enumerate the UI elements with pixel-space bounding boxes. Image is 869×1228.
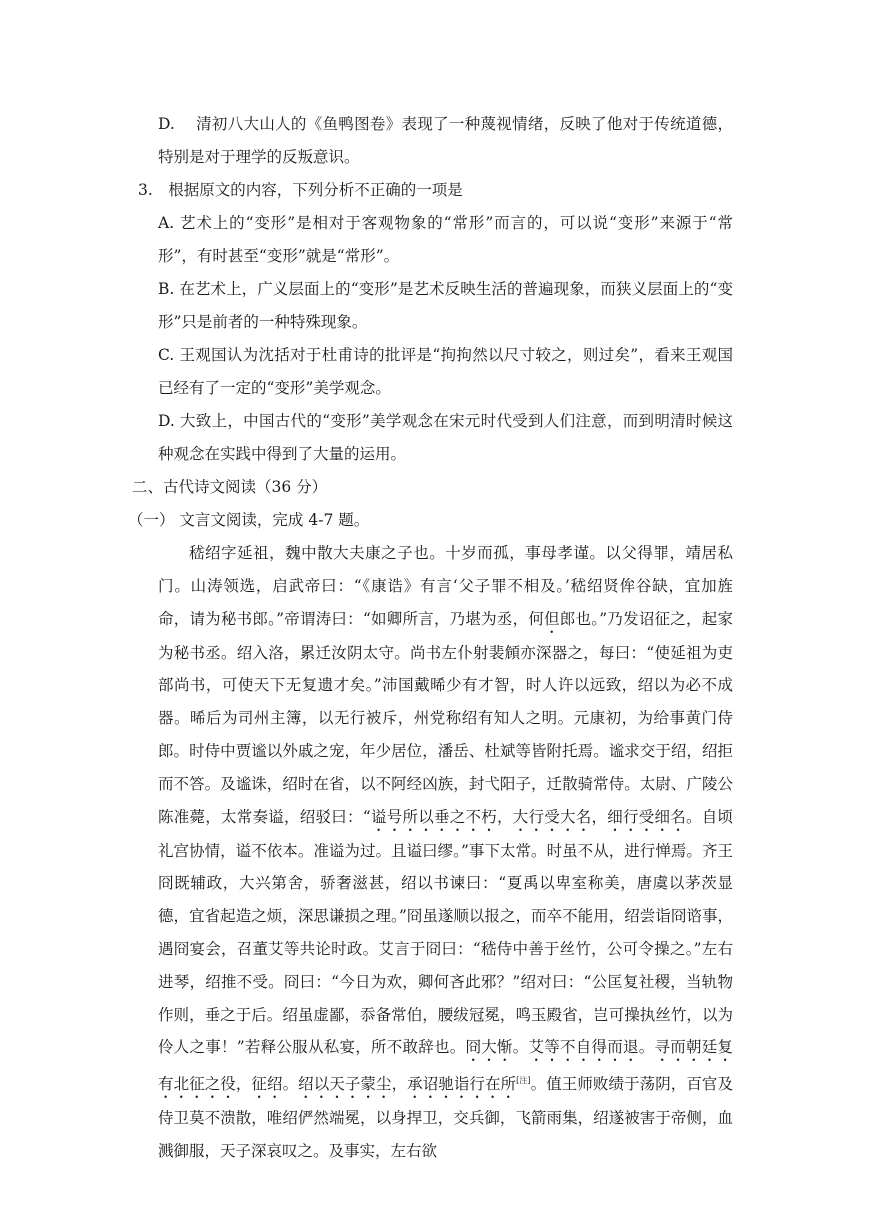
classical-passage <box>158 537 733 1168</box>
q3-option-a: A. 艺术上的“变形”是相对于客观物象的“常形”而言的，可以说“变形”来源于“常形”，有时甚至“变形”就是“常形”。 <box>158 214 733 265</box>
passage-part-1: 嵇绍字延祖，魏中散大夫康之子也。十岁而孤，事母孝谨。以父得罪，靖居私门。山涛领选，启武帝曰：“《康诰》有言‘父子罪不相及。’嵇绍贤侔谷缺，宜加旌命，请为秘书郎。”帝谓涛曰：“如卿所言，乃堪为丞，何 <box>158 544 733 628</box>
q3-option-b: B. 在艺术上，广义层面上的“变形”是艺术反映生活的普遍现象，而狭义层面上的“变形”只是前者的一种特殊现象。 <box>158 280 733 331</box>
passage-emphasis-1: 但 <box>544 609 560 628</box>
footnote-marker: [注] <box>516 1076 531 1086</box>
passage-part-2: 郎也。”乃发诏征之，起家为秘书丞。绍入洛，累迁汝阴太守。尚书左仆射裴頠亦深器之，每曰：“使延祖为吏部尚书，可使天下无复遗才矣。”沛国戴晞少有才智，时人许以远致，绍以为必不成器。晞后为司州主簿，以无行被斥，州党称绍有知人之明。元康初，为给事黄门侍郎。时侍中贾谧以外戚之宠，年少居位，潘岳、杜斌等皆附托焉。谧求交于绍，绍拒而不答。及谧诛，绍时在省，以不阿经凶族，封弋阳子，迁散骑常侍。太尉、广陵公陈准薨，太常奏谥，绍驳曰：“ <box>158 609 733 826</box>
passage-emphasis-3: 冏大惭。艾等不自得而退。寻而朝廷复有北征之役，征绍。绍以天子蒙尘，承诏驰诣行在所 <box>158 1038 733 1094</box>
q2-option-d: D. 清初八大山人的《鱼鸭图卷》表现了一种蔑视情绪，反映了他对于传统道德，特别是对于理学的反叛意识。 <box>158 115 733 166</box>
q3-option-c: C. 王观国认为沈括对于杜甫诗的批评是“拘拘然以尺寸较之，则过矣”，看来王观国已经有了一定的“变形”美学观念。 <box>158 346 733 397</box>
passage-emphasis-2: 谥号所以垂之不朽，大行受大名，细行受细名。 <box>370 807 702 826</box>
passage-part-4: 。值王师败绩于荡阴，百官及侍卫莫不溃散，唯绍俨然端冕，以身捍卫，交兵御，飞箭雨集，绍遂被害于帝侧，血溅御服，天子深哀叹之。及事实，左右欲 <box>158 1075 733 1161</box>
q3-option-d: D. 大致上，中国古代的“变形”美学观念在宋元时代受到人们注意，而到明清时候这种观念在实践中得到了大量的运用。 <box>158 412 733 463</box>
section-2-sub-heading: （一） 文言文阅读，完成 4-7 题。 <box>128 511 370 529</box>
passage-part-3: 自顷礼宫协情，谥不依本。准谥为过。且谥曰缪。”事下太常。时虽不从，进行惮焉。齐王冏既辅政，大兴第舍，骄奢滋甚，绍以书谏曰：“夏禹以卑室称美，唐虞以茅茨显德，宜省起造之烦，深思谦损之理。”冏虽遂顺以报之，而卒不能用，绍尝诣冏谘事，遇冏宴会，召董艾等共论时政。艾言于冏曰：“嵇侍中善于丝竹，公可令操之。”左右进琴，绍推不受。冏曰：“今日为欢，卿何吝此邪？”绍对曰：“公匡复社稷，当轨物作则，垂之于后。绍虽虚鄙，忝备常伯，腰绂冠冕，鸣玉殿省，岂可操执丝竹，以为伶人之事！”若释公服从私宴，所不敢辞也。 <box>158 807 733 1057</box>
question-3-stem: 3. 根据原文的内容，下列分析不正确的一项是 <box>138 181 463 199</box>
section-2-heading: 二、古代诗文阅读（36 分） <box>132 478 328 496</box>
